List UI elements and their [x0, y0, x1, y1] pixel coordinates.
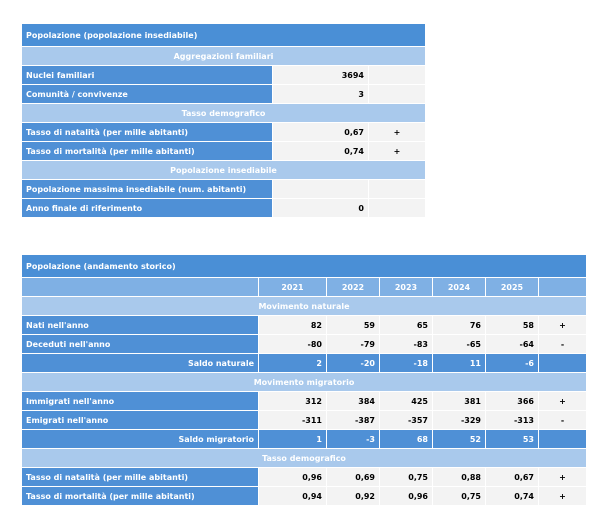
row-value: 0,92 [326, 487, 379, 505]
row-value: 0,96 [379, 487, 432, 505]
section-header-row [22, 449, 586, 467]
year-header: 2025 [485, 278, 538, 296]
row-value: 0,74 [272, 142, 368, 160]
row-value: -329 [432, 411, 485, 429]
total-row [22, 354, 586, 372]
table-row [22, 468, 586, 486]
row-label: Tasso di mortalità (per mille abitanti) [22, 142, 272, 160]
row-sign: + [368, 123, 425, 141]
total-label: Saldo naturale [22, 354, 258, 372]
total-value: 2 [258, 354, 326, 372]
row-value: 366 [485, 392, 538, 410]
row-value: -79 [326, 335, 379, 353]
total-label: Saldo migratorio [22, 430, 258, 448]
table-row [22, 335, 586, 353]
row-label: Popolazione massima insediabile (num. abitanti) [22, 180, 272, 198]
section-header-row [22, 297, 586, 315]
row-sign [368, 85, 425, 103]
total-value: -6 [485, 354, 538, 372]
row-value: 384 [326, 392, 379, 410]
row-label: Tasso di natalità (per mille abitanti) [22, 468, 258, 486]
table-title: Popolazione (andamento storico) [22, 255, 586, 277]
total-value: -18 [379, 354, 432, 372]
population-settlement-table [22, 23, 425, 218]
row-value: 0 [272, 199, 368, 217]
row-value: -83 [379, 335, 432, 353]
table-row [22, 392, 586, 410]
row-label: Deceduti nell'anno [22, 335, 258, 353]
row-sign: - [538, 335, 586, 353]
row-sign [368, 199, 425, 217]
total-value: 53 [485, 430, 538, 448]
row-sign [368, 180, 425, 198]
year-header: 2022 [326, 278, 379, 296]
row-value: 0,94 [258, 487, 326, 505]
row-sign: + [538, 316, 586, 334]
table-title: Popolazione (popolazione insediabile) [22, 24, 425, 46]
row-label: Tasso di natalità (per mille abitanti) [22, 123, 272, 141]
row-value: 0,69 [326, 468, 379, 486]
row-value: -65 [432, 335, 485, 353]
year-header-row [22, 278, 586, 296]
row-value: 82 [258, 316, 326, 334]
row-value: 3 [272, 85, 368, 103]
row-value: 0,75 [432, 487, 485, 505]
row-value: 425 [379, 392, 432, 410]
row-value: 76 [432, 316, 485, 334]
table-row [22, 123, 425, 141]
section-header-row [22, 161, 425, 179]
table-row [22, 142, 425, 160]
total-blank [538, 354, 586, 372]
table-title-row [22, 255, 586, 277]
row-value: -64 [485, 335, 538, 353]
table-row [22, 85, 425, 103]
total-value: 52 [432, 430, 485, 448]
row-sign: + [538, 468, 586, 486]
row-value: 0,67 [485, 468, 538, 486]
table-row [22, 316, 586, 334]
row-sign: - [538, 411, 586, 429]
row-value: 0,67 [272, 123, 368, 141]
total-row [22, 430, 586, 448]
row-sign: + [538, 392, 586, 410]
table-row [22, 199, 425, 217]
section-header-row [22, 104, 425, 122]
section-header: Popolazione insediabile [22, 161, 425, 179]
section-header: Tasso demografico [22, 449, 586, 467]
total-value: -20 [326, 354, 379, 372]
section-header-row [22, 373, 586, 391]
row-value: 0,74 [485, 487, 538, 505]
total-blank [538, 430, 586, 448]
row-label: Comunità / convivenze [22, 85, 272, 103]
row-value: 65 [379, 316, 432, 334]
row-value: 312 [258, 392, 326, 410]
total-value: 1 [258, 430, 326, 448]
row-value: -80 [258, 335, 326, 353]
row-label: Anno finale di riferimento [22, 199, 272, 217]
row-label: Emigrati nell'anno [22, 411, 258, 429]
total-value: 68 [379, 430, 432, 448]
section-header: Movimento migratorio [22, 373, 586, 391]
year-header: 2024 [432, 278, 485, 296]
row-value: 3694 [272, 66, 368, 84]
row-label: Nati nell'anno [22, 316, 258, 334]
row-sign: + [368, 142, 425, 160]
row-value: 381 [432, 392, 485, 410]
row-value: -357 [379, 411, 432, 429]
year-header: 2023 [379, 278, 432, 296]
row-sign [368, 66, 425, 84]
row-label: Tasso di mortalità (per mille abitanti) [22, 487, 258, 505]
section-header: Aggregazioni familiari [22, 47, 425, 65]
row-value: 0,88 [432, 468, 485, 486]
table-title-row [22, 24, 425, 46]
table-row [22, 411, 586, 429]
row-sign: + [538, 487, 586, 505]
row-label: Immigrati nell'anno [22, 392, 258, 410]
year-header: 2021 [258, 278, 326, 296]
year-header-blank [22, 278, 258, 296]
section-header: Tasso demografico [22, 104, 425, 122]
row-value: 59 [326, 316, 379, 334]
row-value: 0,75 [379, 468, 432, 486]
table-row [22, 66, 425, 84]
row-value: -387 [326, 411, 379, 429]
row-value: -311 [258, 411, 326, 429]
section-header: Movimento naturale [22, 297, 586, 315]
row-value: -313 [485, 411, 538, 429]
table-row [22, 180, 425, 198]
row-value: 58 [485, 316, 538, 334]
total-value: 11 [432, 354, 485, 372]
section-header-row [22, 47, 425, 65]
row-label: Nuclei familiari [22, 66, 272, 84]
population-history-table [22, 254, 586, 506]
table-row [22, 487, 586, 505]
row-value [272, 180, 368, 198]
year-header-blank [538, 278, 586, 296]
row-value: 0,96 [258, 468, 326, 486]
total-value: -3 [326, 430, 379, 448]
